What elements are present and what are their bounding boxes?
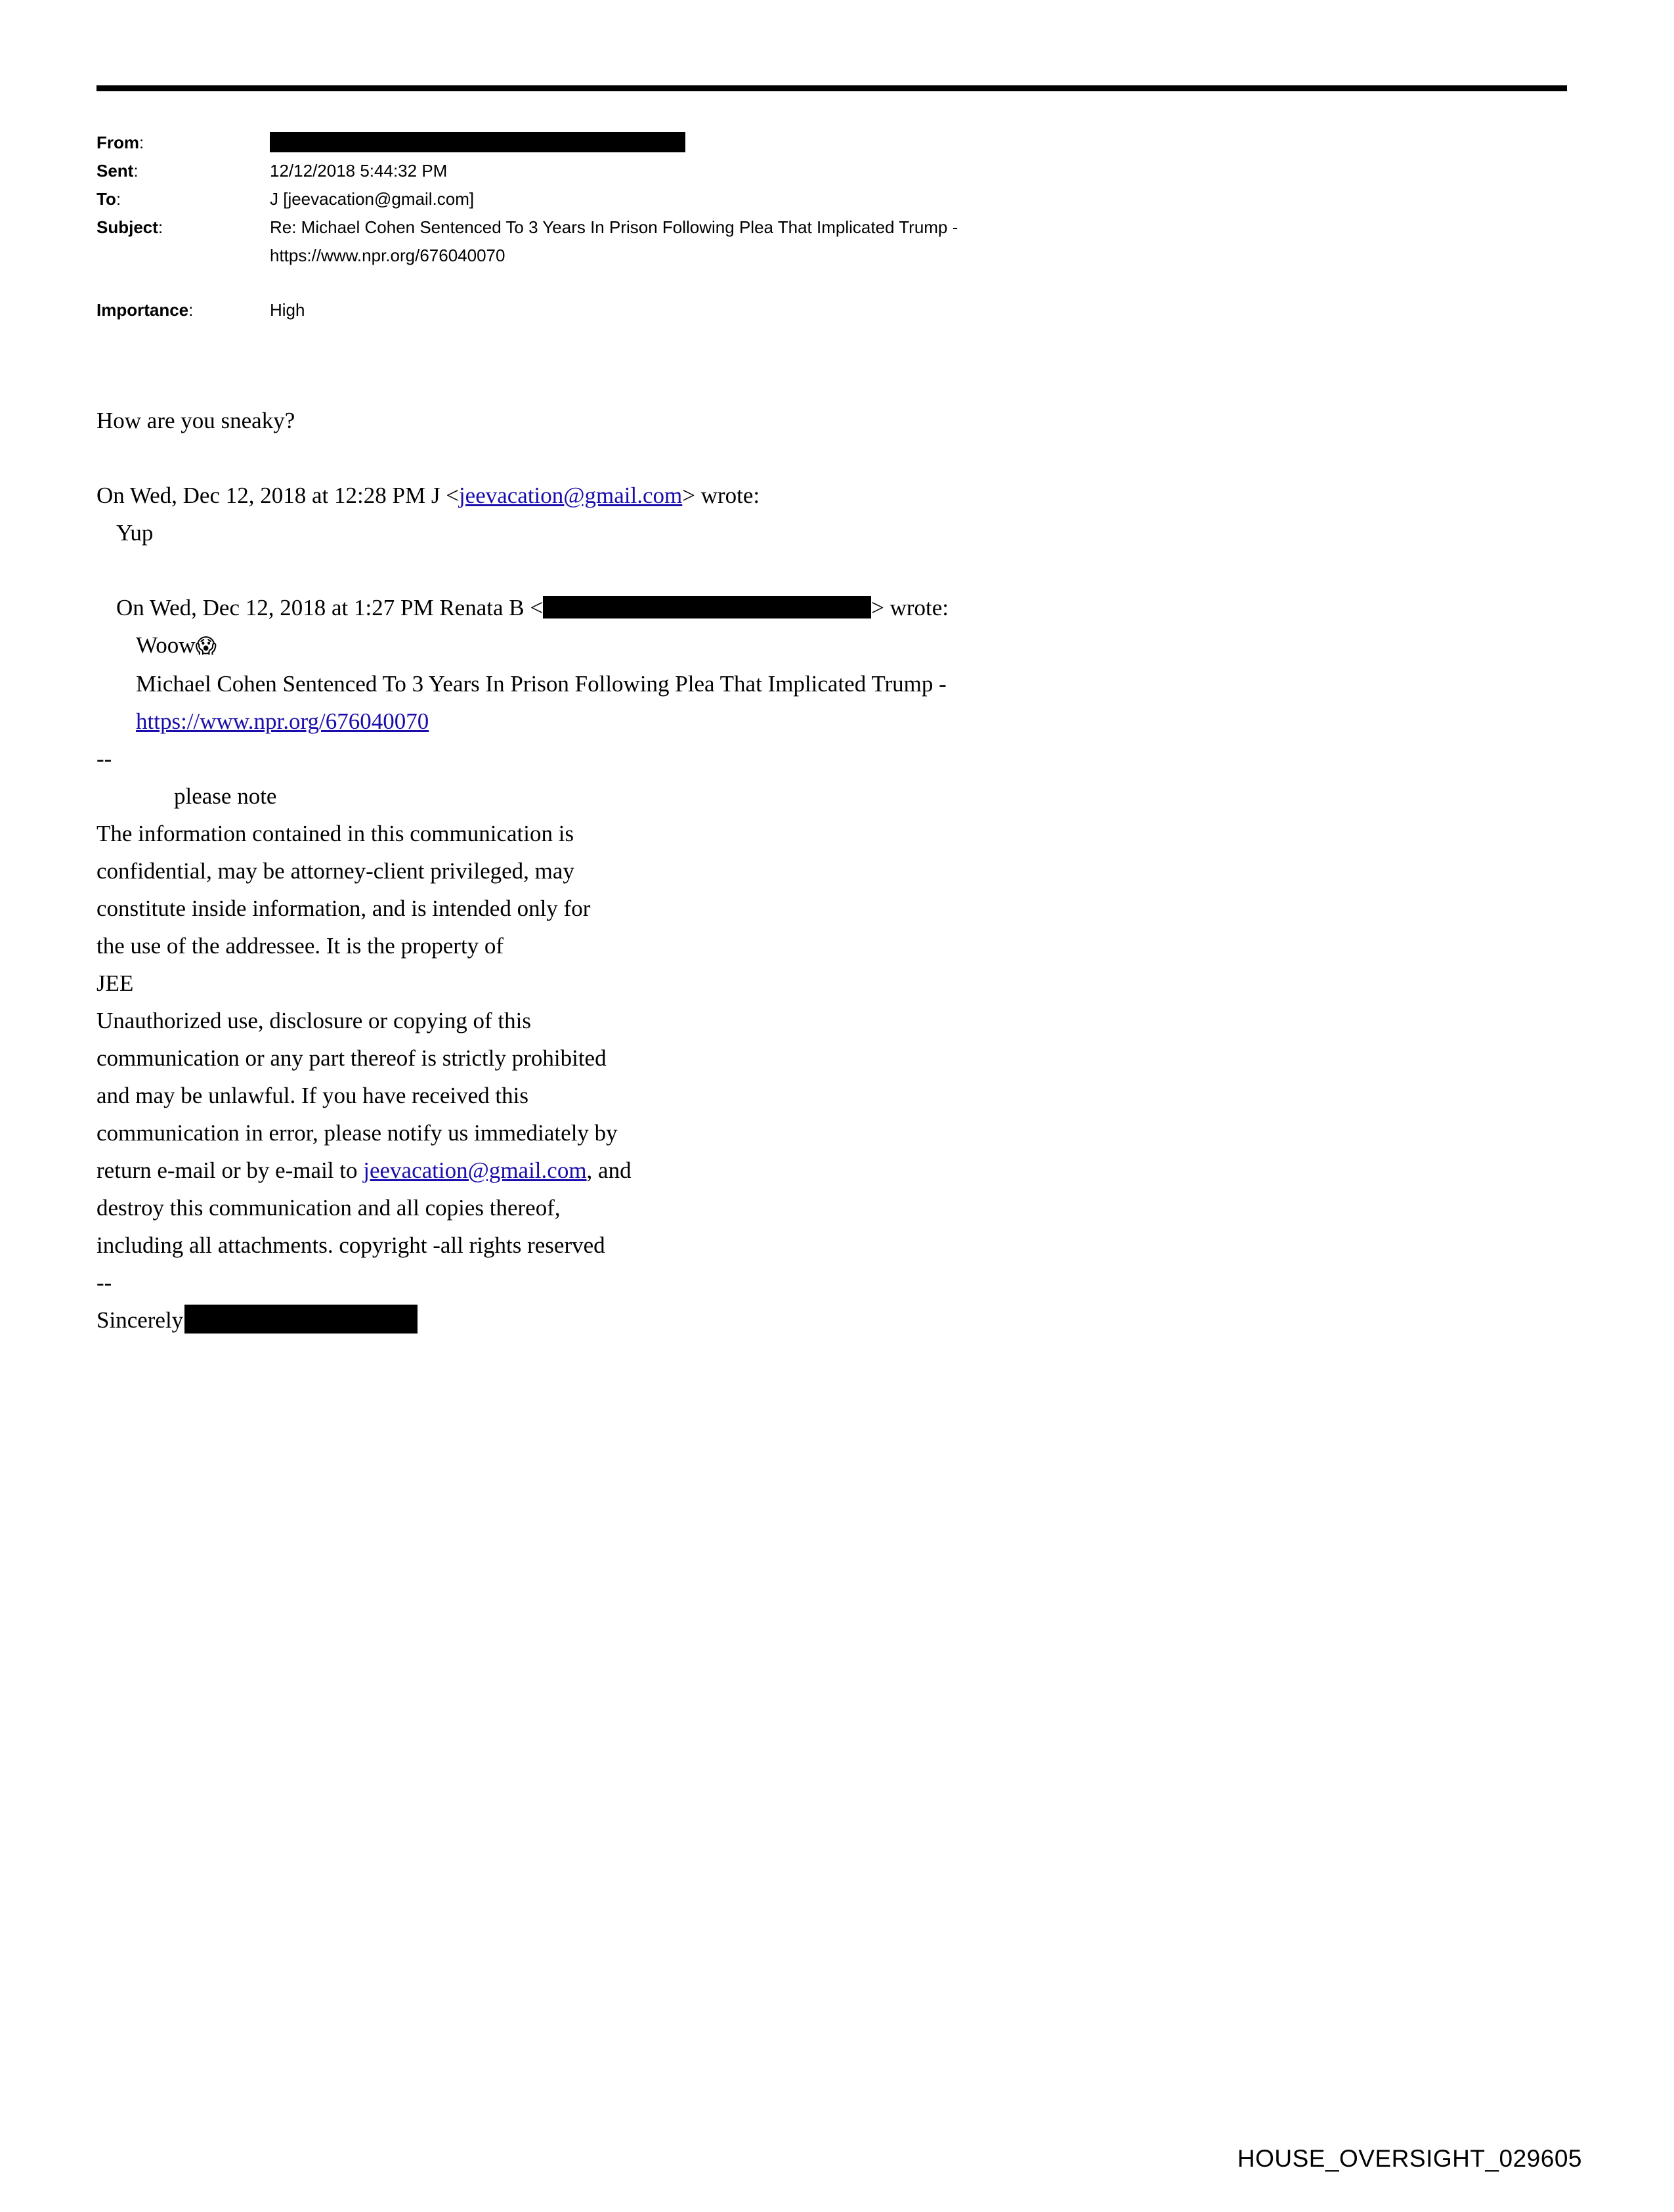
disclaimer-line: The information contained in this communication is xyxy=(97,821,574,846)
signature-dashes-1: -- xyxy=(97,746,112,771)
body-greeting: How are you sneaky? xyxy=(97,408,295,433)
header-row-to xyxy=(97,185,1475,213)
quoted-intro-2-before: On Wed, Dec 12, 2018 at 1:27 PM Renata B < xyxy=(116,595,544,620)
header-value-to: J [jeevacation@gmail.com] xyxy=(270,189,475,209)
quote-2-woow: Woow xyxy=(136,632,196,658)
quoted-intro-2 xyxy=(116,589,1514,626)
disclaimer-return-before: return e-mail or by e-mail to xyxy=(97,1158,364,1183)
please-note-line: please note xyxy=(174,783,277,809)
header-label-sent: Sent: xyxy=(97,161,139,181)
disclaimer-line: confidential, may be attorney-client privileged, may xyxy=(97,858,574,884)
signature-dashes-2: -- xyxy=(97,1270,112,1295)
header-spacer xyxy=(97,270,1475,296)
subject-line-1: Re: Michael Cohen Sentenced To 3 Years In Prison Following Plea That Implicated Trump - xyxy=(270,217,958,237)
scream-face-emoji: 😱 xyxy=(195,634,217,658)
redaction-box-renata-email xyxy=(543,596,871,618)
redaction-box-from xyxy=(270,132,685,152)
redaction-box-signature xyxy=(184,1305,418,1334)
header-value-from xyxy=(270,129,1475,157)
disclaimer-line: communication in error, please notify us immediately by xyxy=(97,1120,618,1146)
header-divider-rule xyxy=(97,85,1567,91)
disclaimer-line: constitute inside information, and is intended only for xyxy=(97,896,591,921)
quoted-intro-1 xyxy=(97,477,1514,514)
disclaimer-line: JEE xyxy=(97,970,134,996)
header-row-importance xyxy=(97,296,1475,324)
email-link-jeevacation-2[interactable]: jeevacation@gmail.com xyxy=(363,1158,587,1183)
body-spacer-1 xyxy=(97,439,1514,477)
header-row-subject xyxy=(97,213,1475,270)
email-link-jeevacation-1[interactable]: jeevacation@gmail.com xyxy=(458,483,683,508)
header-row-sent xyxy=(97,157,1475,185)
disclaimer-line: destroy this communication and all copies thereof, xyxy=(97,1195,561,1221)
disclaimer-return-line xyxy=(97,1152,1514,1189)
quote-2-line-2: Michael Cohen Sentenced To 3 Years In Prison Following Plea That Implicated Trump - xyxy=(136,671,947,697)
quote-2-line-1 xyxy=(136,626,1514,665)
header-value-importance: High xyxy=(270,300,305,320)
disclaimer-return-after: , and xyxy=(586,1158,632,1183)
quote-level-1 xyxy=(97,514,1514,740)
subject-line-2: https://www.npr.org/676040070 xyxy=(270,246,505,265)
header-value-sent: 12/12/2018 5:44:32 PM xyxy=(270,161,448,181)
header-value-subject xyxy=(270,213,1475,270)
quote-2-link-line xyxy=(136,703,1514,740)
disclaimer-line: including all attachments. copyright -all rights reserved xyxy=(97,1232,605,1258)
disclaimer-line: and may be unlawful. If you have received this xyxy=(97,1083,528,1108)
quote-level-2 xyxy=(116,626,1514,740)
body-spacer-2 xyxy=(116,552,1514,589)
header-label-importance: Importance: xyxy=(97,300,194,320)
signature-sincerely-text: Sincerely xyxy=(97,1307,184,1333)
quoted-intro-1-after: > wrote: xyxy=(682,483,760,508)
signature-sincerely-line xyxy=(97,1301,1514,1339)
header-row-from xyxy=(97,129,1475,157)
npr-article-link[interactable]: https://www.npr.org/676040070 xyxy=(136,708,429,734)
email-body xyxy=(97,402,1514,1339)
quoted-intro-2-after: > wrote: xyxy=(871,595,949,620)
bates-stamp: HOUSE_OVERSIGHT_029605 xyxy=(1237,2145,1582,2172)
disclaimer-line: communication or any part thereof is strictly prohibited xyxy=(97,1045,607,1071)
quoted-intro-1-before: On Wed, Dec 12, 2018 at 12:28 PM J < xyxy=(97,483,459,508)
header-label-from: From: xyxy=(97,133,144,152)
header-label-to: To: xyxy=(97,189,121,209)
email-header-block xyxy=(97,129,1475,324)
confidentiality-disclaimer xyxy=(97,815,1514,1264)
disclaimer-line: Unauthorized use, disclosure or copying of this xyxy=(97,1008,531,1033)
disclaimer-line: the use of the addressee. It is the property of xyxy=(97,933,504,959)
header-label-subject: Subject: xyxy=(97,217,163,237)
quote-1-text: Yup xyxy=(116,520,154,546)
